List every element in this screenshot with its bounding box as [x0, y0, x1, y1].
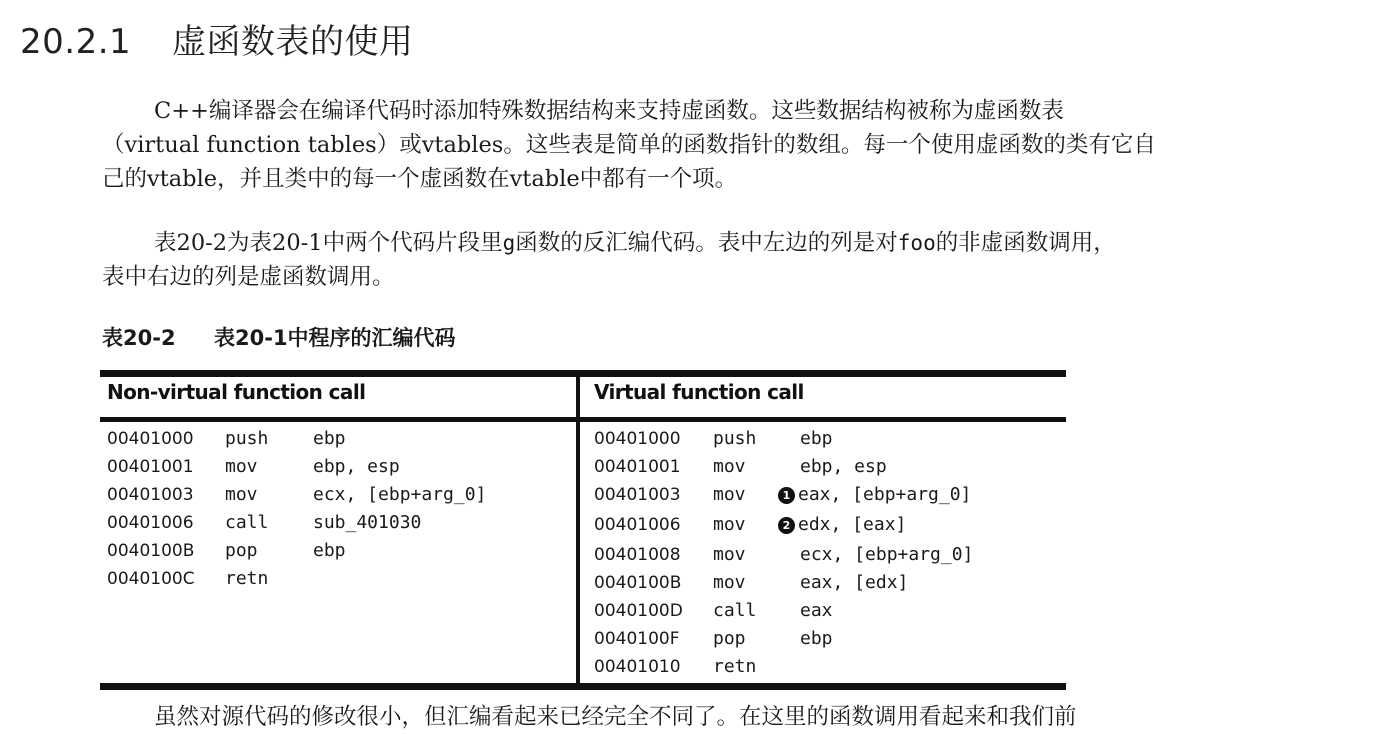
- asm-address: 0040100D: [594, 601, 683, 621]
- column-header-non-virtual: Non-virtual function call: [107, 380, 366, 404]
- asm-operands-annotated: [778, 484, 971, 506]
- asm-operands: eax: [800, 600, 833, 621]
- asm-opcode: mov: [713, 514, 746, 535]
- asm-opcode: mov: [713, 484, 746, 505]
- asm-address: 0040100B: [107, 541, 195, 561]
- asm-address: 0040100B: [594, 573, 682, 593]
- column-header-virtual: Virtual function call: [594, 380, 804, 404]
- text-segment: 的非虚函数调用，: [935, 230, 1116, 256]
- asm-operands: eax, [ebp+arg_0]: [798, 484, 972, 505]
- section-heading: [20, 14, 414, 63]
- asm-operands-annotated: [778, 514, 906, 536]
- asm-address: 00401006: [594, 515, 681, 535]
- paragraph-line: 表中右边的列是虚函数调用。: [102, 264, 395, 290]
- table-bottom-rule: [100, 683, 1066, 690]
- asm-address: 00401001: [107, 457, 194, 477]
- asm-address: 00401003: [594, 485, 681, 505]
- asm-opcode: pop: [713, 628, 746, 649]
- paragraph-line: [102, 226, 1302, 260]
- paragraph-line: 己的vtable，并且类中的每一个虚函数在vtable中都有一个项。: [102, 166, 738, 192]
- paragraph-clipped-bottom: 虽然对源代码的修改很小，但汇编看起来已经完全不同了。在这里的函数调用看起来和我们前: [154, 704, 1077, 730]
- asm-operands: ebp: [800, 628, 833, 649]
- table-caption-title: 表20-1中程序的汇编代码: [214, 326, 456, 350]
- asm-opcode: mov: [713, 572, 746, 593]
- asm-opcode: retn: [225, 568, 269, 589]
- asm-opcode: mov: [225, 484, 258, 505]
- asm-operands: ebp: [313, 540, 346, 561]
- section-number: 20.2.1: [20, 22, 132, 62]
- paragraph-line: C++编译器会在编译代码时添加特殊数据结构来支持虚函数。这些数据结构被称为虚函数表: [154, 98, 1064, 124]
- asm-opcode: push: [713, 428, 757, 449]
- asm-opcode: mov: [713, 544, 746, 565]
- paragraph-table-description: [102, 226, 1302, 294]
- callout-marker-1-icon: 1: [778, 487, 795, 504]
- asm-operands: ebp: [800, 428, 833, 449]
- asm-operands: eax, [edx]: [800, 572, 909, 593]
- asm-opcode: call: [713, 600, 757, 621]
- asm-operands: edx, [eax]: [798, 514, 907, 535]
- asm-address: 00401006: [107, 513, 194, 533]
- asm-address: 00401010: [594, 657, 681, 677]
- table-top-rule: [100, 370, 1066, 377]
- inline-code-g: g: [502, 231, 516, 255]
- asm-operands: ecx, [ebp+arg_0]: [800, 544, 974, 565]
- asm-address: 00401000: [594, 429, 681, 449]
- asm-opcode: mov: [713, 456, 746, 477]
- asm-address: 0040100C: [107, 569, 195, 589]
- assembly-comparison-table: [100, 370, 1066, 690]
- asm-address: 00401001: [594, 457, 681, 477]
- asm-operands: sub_401030: [313, 512, 422, 533]
- section-title-text: 虚函数表的使用: [172, 22, 414, 62]
- text-segment: 函数的反汇编代码。表中左边的列是对: [515, 230, 898, 256]
- asm-operands: ebp: [313, 428, 346, 449]
- asm-operands: ebp, esp: [313, 456, 400, 477]
- callout-marker-2-icon: 2: [778, 517, 795, 534]
- table-caption-number: 表20-2: [102, 326, 176, 350]
- table-header-rule: [100, 417, 1066, 422]
- text-segment: 表20-2为表20-1中两个代码片段里: [154, 230, 503, 256]
- asm-address: 00401003: [107, 485, 194, 505]
- asm-opcode: retn: [713, 656, 757, 677]
- asm-address: 0040100F: [594, 629, 680, 649]
- paragraph-line: （virtual function tables）或vtables。这些表是简单的函数指针的数组。每一个使用虚函数的类有它自: [102, 132, 1156, 158]
- asm-opcode: call: [225, 512, 269, 533]
- asm-address: 00401000: [107, 429, 194, 449]
- asm-address: 00401008: [594, 545, 681, 565]
- table-caption: [102, 322, 456, 352]
- asm-operands: ecx, [ebp+arg_0]: [313, 484, 487, 505]
- table-column-divider: [576, 370, 580, 690]
- paragraph-vtables-intro: [102, 94, 1302, 196]
- inline-code-foo: foo: [897, 231, 936, 255]
- asm-opcode: mov: [225, 456, 258, 477]
- asm-opcode: push: [225, 428, 269, 449]
- asm-operands: ebp, esp: [800, 456, 887, 477]
- asm-opcode: pop: [225, 540, 258, 561]
